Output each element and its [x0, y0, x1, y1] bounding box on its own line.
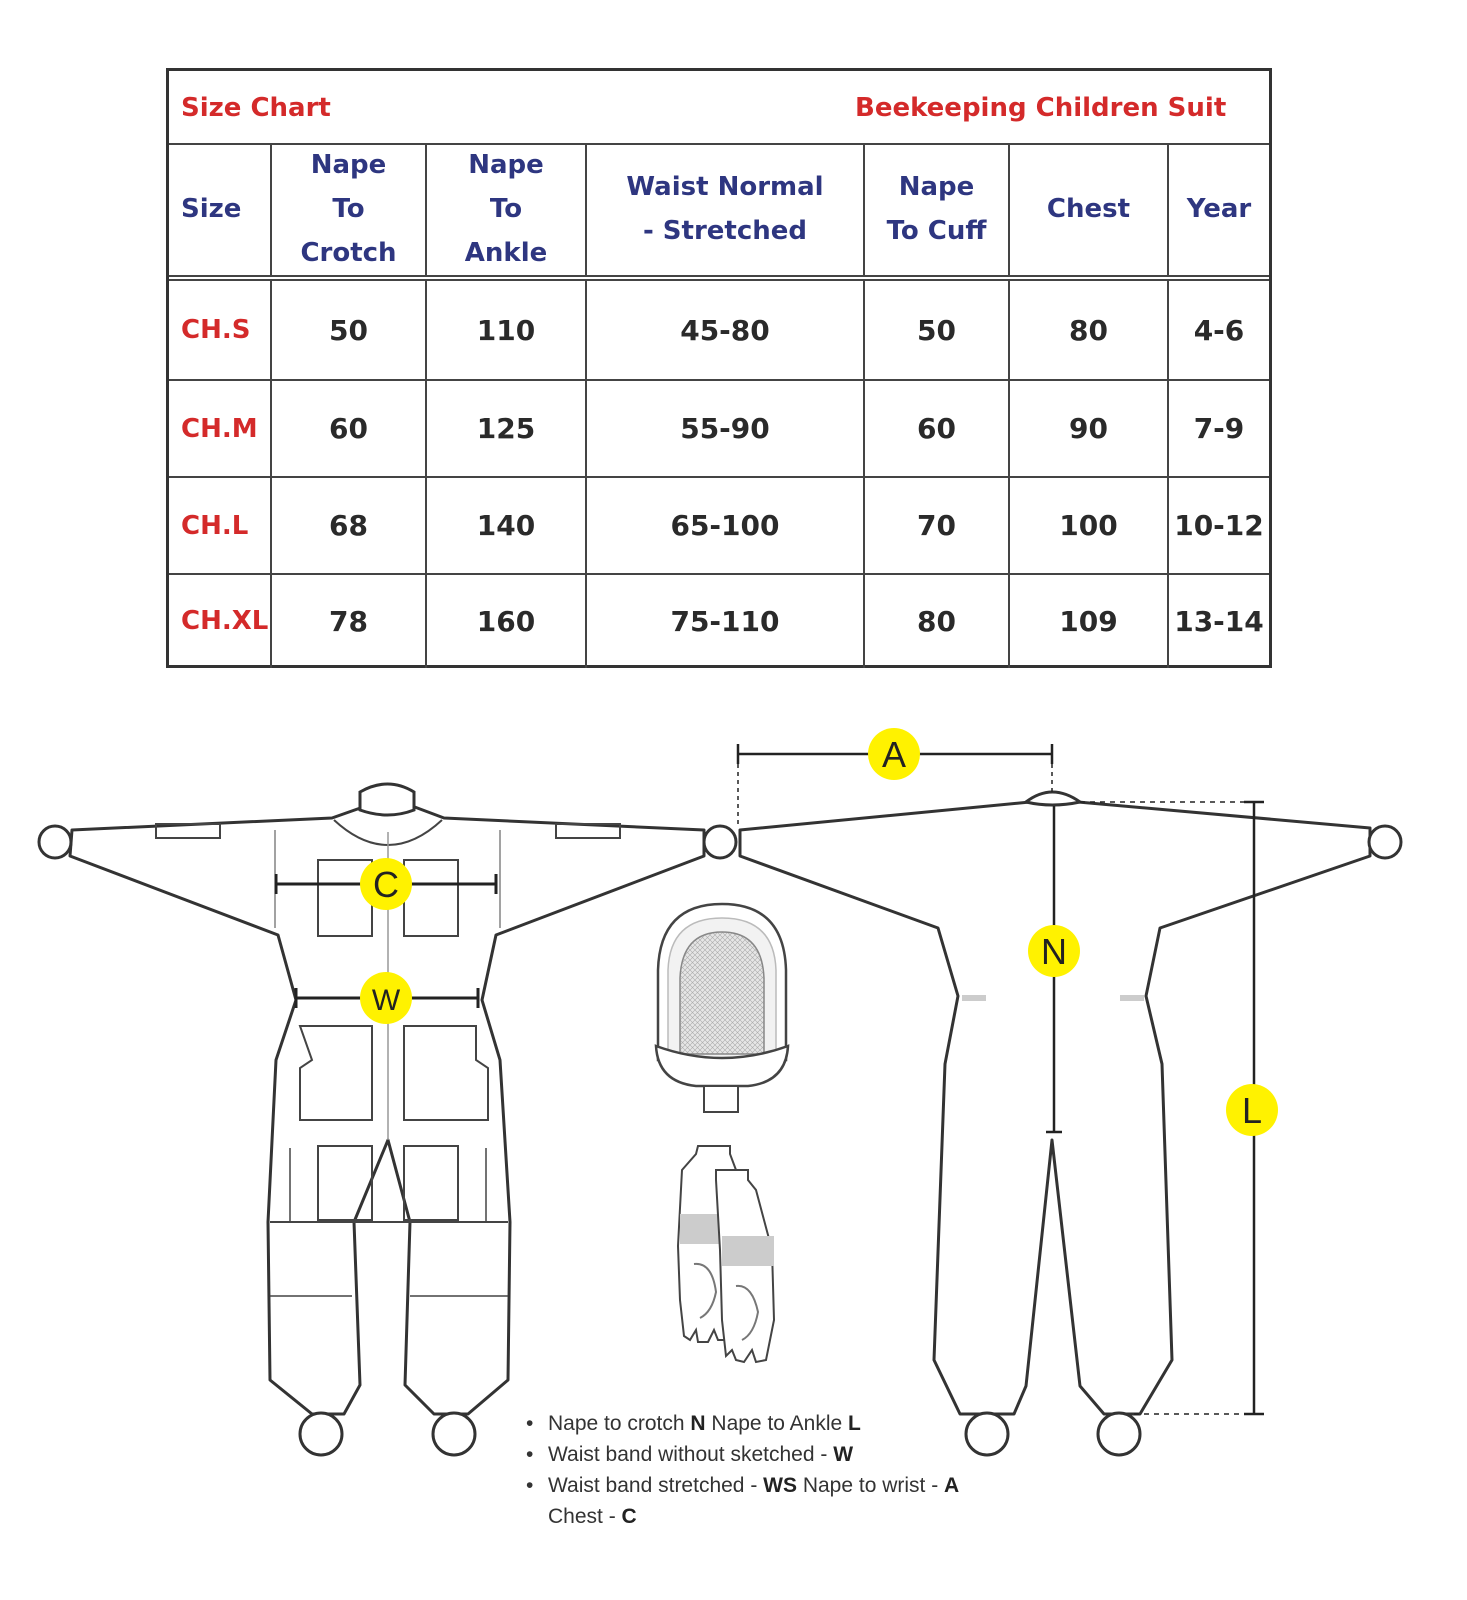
table-cell: 80 [1009, 278, 1168, 380]
column-header: Waist Normal - Stretched [586, 143, 864, 278]
size-cell: CH.L [169, 477, 271, 574]
marker-w [360, 972, 412, 1024]
size-cell: CH.XL [169, 574, 271, 668]
table-cell: 109 [1009, 574, 1168, 668]
marker-n-label: N [1041, 931, 1067, 972]
table-row [169, 477, 1269, 574]
column-header: Nape To Cuff [864, 143, 1009, 278]
marker-l [1226, 1084, 1278, 1136]
table-cell: 4-6 [1168, 278, 1269, 380]
table-cell: 70 [864, 477, 1009, 574]
chart-header [169, 71, 1269, 145]
measurement-legend [526, 1408, 959, 1532]
marker-a-label: A [881, 734, 907, 775]
legend-text: Nape to wrist - [796, 1474, 945, 1497]
size-chart-title: Size Chart [181, 93, 331, 123]
table-cell: 160 [426, 574, 586, 668]
marker-w-label: W [371, 984, 401, 1017]
column-header: Chest [1009, 143, 1168, 278]
table-cell: 45-80 [586, 278, 864, 380]
table-cell: 78 [271, 574, 426, 668]
legend-item [526, 1408, 959, 1439]
column-header: Nape To Crotch [271, 143, 426, 278]
legend-code: C [621, 1505, 637, 1528]
legend-text: Nape to crotch [548, 1412, 691, 1435]
back-collar [1026, 792, 1080, 805]
table-cell: 65-100 [586, 477, 864, 574]
table-row [169, 380, 1269, 477]
veil-hat [656, 904, 788, 1112]
marker-n [1028, 925, 1080, 977]
marker-l-label: L [1241, 1090, 1263, 1131]
column-header: Size [169, 143, 271, 278]
front-collar [360, 784, 414, 815]
table-cell: 110 [426, 278, 586, 380]
legend-code: WS [763, 1474, 797, 1497]
product-title: Beekeeping Children Suit [855, 93, 1227, 123]
table-cell: 80 [864, 574, 1009, 668]
table-cell: 50 [864, 278, 1009, 380]
table-cell: 90 [1009, 380, 1168, 477]
table-cell: 13-14 [1168, 574, 1269, 668]
legend-text: Waist band without sketched - [548, 1443, 834, 1466]
legend-code: L [848, 1412, 861, 1435]
legend-code: W [833, 1443, 854, 1466]
legend-code: N [690, 1412, 706, 1435]
legend-text: Waist band stretched - [548, 1474, 764, 1497]
table-row [169, 574, 1269, 668]
marker-c [360, 858, 412, 910]
table-cell: 140 [426, 477, 586, 574]
marker-c-label: C [373, 864, 399, 905]
table-cell: 125 [426, 380, 586, 477]
legend-text: Chest - [548, 1505, 622, 1528]
column-header: Nape To Ankle [426, 143, 586, 278]
size-cell: CH.S [169, 278, 271, 380]
marker-a [868, 728, 920, 780]
legend-item [526, 1470, 959, 1532]
table-cell: 50 [271, 278, 426, 380]
gloves-icon [678, 1146, 774, 1362]
table-cell: 7-9 [1168, 380, 1269, 477]
table-cell: 75-110 [586, 574, 864, 668]
legend-code: A [944, 1474, 960, 1497]
table-cell: 68 [271, 477, 426, 574]
table-row [169, 278, 1269, 380]
size-cell: CH.M [169, 380, 271, 477]
table-cell: 100 [1009, 477, 1168, 574]
table-cell: 60 [271, 380, 426, 477]
table-header-row [169, 143, 1269, 278]
size-chart [166, 68, 1272, 668]
legend-text: Nape to Ankle [705, 1412, 849, 1435]
size-table [169, 143, 1269, 668]
legend-item [526, 1439, 959, 1470]
table-cell: 55-90 [586, 380, 864, 477]
table-cell: 10-12 [1168, 477, 1269, 574]
column-header: Year [1168, 143, 1269, 278]
table-cell: 60 [864, 380, 1009, 477]
